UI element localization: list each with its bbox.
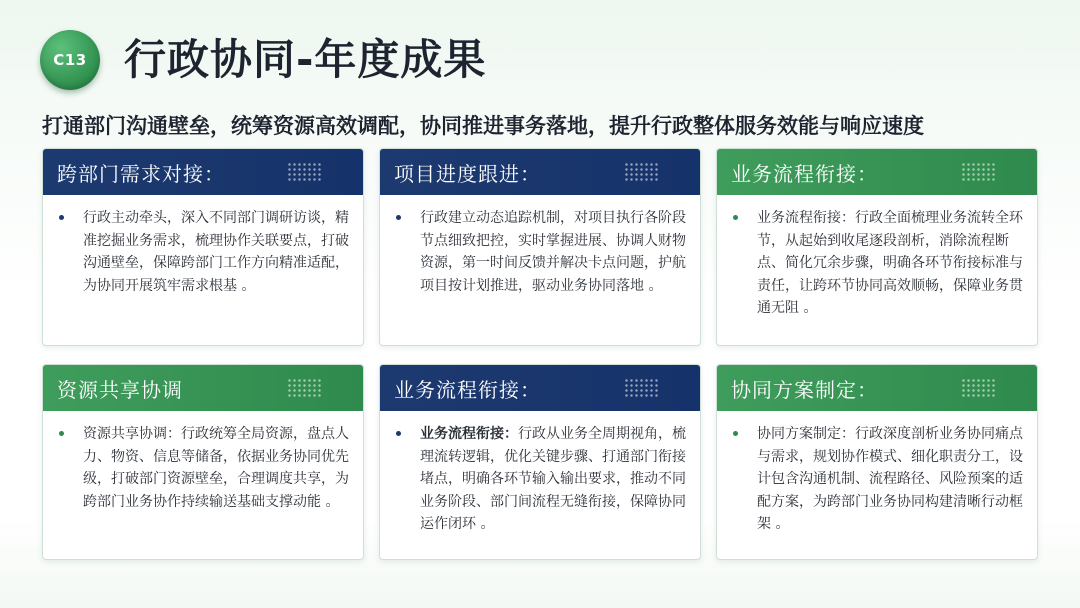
card-header: [43, 365, 363, 411]
card-body: [43, 195, 363, 297]
card-body: [717, 195, 1037, 320]
card-body: [43, 411, 363, 513]
card-body: [717, 411, 1037, 536]
card-text: 行政建立动态追踪机制，对项目执行各阶段节点细致把控，实时掌握进展、协调人财物资源，第一时间反馈并解决卡点问题，护航项目按计划推进，驱动业务协同落地 。: [420, 210, 686, 294]
card-text: 行政从业务全周期视角，梳理流转逻辑，优化关键步骤、打通部门衔接堵点，明确各环节输入输出要求，推动不同业务阶段、部门间流程无缝衔接，保障协同运作闭环 。: [420, 426, 686, 532]
dot-pattern-icon: [961, 378, 997, 398]
card-title: 项目进度跟进：: [394, 161, 541, 186]
bullet-icon: [396, 431, 401, 436]
card-title: 跨部门需求对接：: [57, 161, 225, 186]
bullet-icon: [733, 215, 738, 220]
dot-pattern-icon: [961, 162, 997, 182]
card-text: 行政主动牵头，深入不同部门调研访谈，精准挖掘业务需求，梳理协作关联要点，打破沟通壁垒，保障跨部门工作方向精准适配，为协同开展筑牢需求根基 。: [83, 210, 349, 294]
card-header: [380, 149, 700, 195]
card-text: 协同方案制定：行政深度剖析业务协同痛点与需求，规划协作模式、细化职责分工，设计包含沟通机制、流程路径、风险预案的适配方案，为跨部门业务协同构建清晰行动框架 。: [757, 426, 1023, 532]
card-cross-department-demand: [42, 148, 364, 346]
page-subtitle: 打通部门沟通壁垒，统筹资源高效调配，协同推进事务落地，提升行政整体服务效能与响应速度: [42, 114, 924, 138]
card-project-progress: [379, 148, 701, 346]
page-title: 行政协同-年度成果: [124, 35, 487, 84]
card-collaboration-plan: [716, 364, 1038, 560]
card-body: [380, 411, 700, 536]
bullet-icon: [396, 215, 401, 220]
dot-pattern-icon: [624, 162, 660, 182]
slide-number-badge: C13: [40, 30, 100, 90]
card-text: 业务流程衔接：行政全面梳理业务流转全环节，从起始到收尾逐段剖析，消除流程断点、简化冗余步骤，明确各环节衔接标准与责任，让跨环节协同高效顺畅，保障业务贯通无阻 。: [757, 210, 1023, 316]
card-header: [717, 149, 1037, 195]
card-process-connection-2: [379, 364, 701, 560]
dot-pattern-icon: [287, 162, 323, 182]
card-text: 资源共享协调：行政统筹全局资源，盘点人力、物资、信息等储备，依据业务协同优先级，打破部门资源壁垒，合理调度共享，为跨部门业务协作持续输送基础支撑动能 。: [83, 426, 349, 510]
dot-pattern-icon: [624, 378, 660, 398]
card-header: [717, 365, 1037, 411]
bullet-icon: [59, 431, 64, 436]
card-process-connection: [716, 148, 1038, 346]
dot-pattern-icon: [287, 378, 323, 398]
card-header: [380, 365, 700, 411]
card-resource-sharing: [42, 364, 364, 560]
card-header: [43, 149, 363, 195]
card-title: 业务流程衔接：: [731, 161, 878, 186]
bullet-icon: [733, 431, 738, 436]
card-title: 业务流程衔接：: [394, 377, 541, 402]
bullet-icon: [59, 215, 64, 220]
card-lead: 业务流程衔接：: [420, 426, 518, 442]
card-body: [380, 195, 700, 297]
card-title: 协同方案制定：: [731, 377, 878, 402]
card-title: 资源共享协调: [57, 377, 183, 402]
